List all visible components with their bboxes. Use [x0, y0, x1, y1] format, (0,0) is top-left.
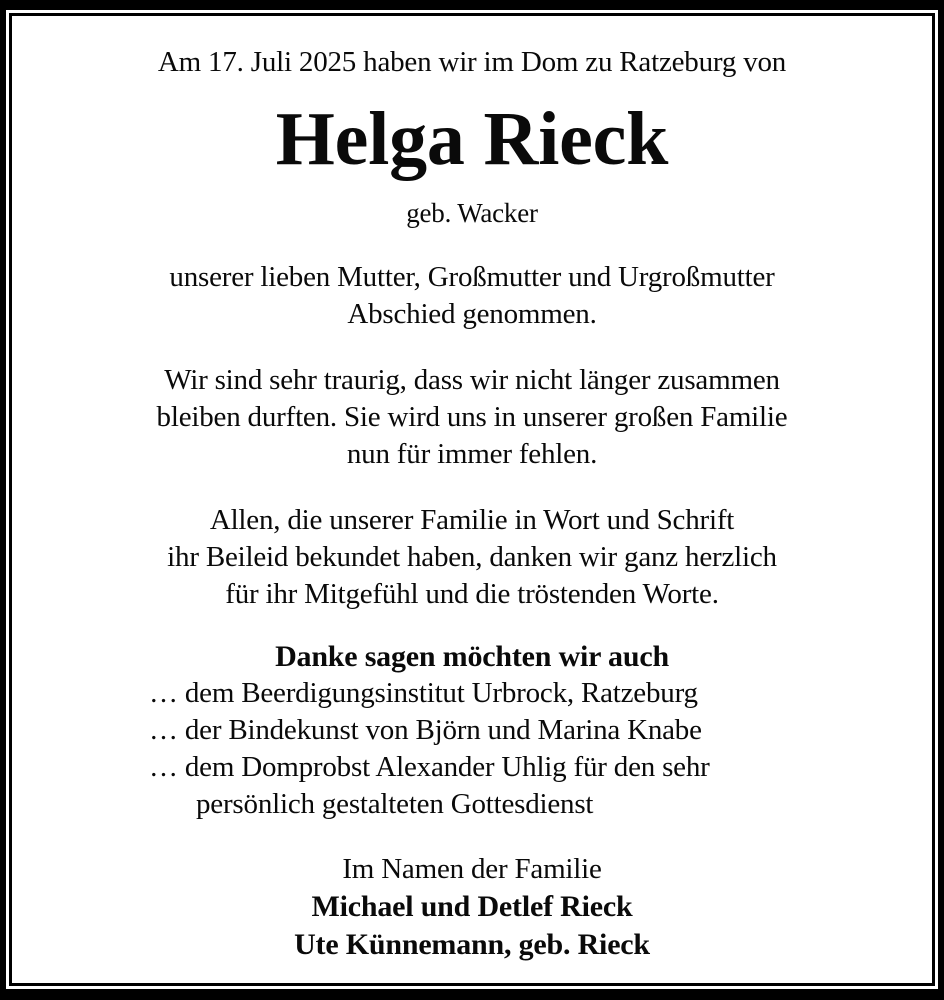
paragraph-farewell: [12, 259, 932, 333]
thanks-heading: Danke sagen möchten wir auch: [275, 640, 669, 673]
paragraph-condolence-thanks: [12, 502, 932, 613]
paragraph-line: nun für immer fehlen.: [346, 438, 598, 470]
thanks-item-florist: … der Bindekunst von Björn und Marina Knabe: [149, 714, 702, 746]
obituary-notice: [12, 16, 932, 983]
obituary-inner-border: [9, 13, 935, 986]
paragraph-line: unserer lieben Mutter, Großmutter und Urgroßmutter: [169, 261, 775, 293]
maiden-name: geb. Wacker: [406, 198, 538, 228]
paragraph-line: Abschied genommen.: [347, 298, 597, 330]
signatory: Ute Künnemann, geb. Rieck: [294, 928, 650, 961]
thanks-item-provost: … dem Domprobst Alexander Uhlig für den sehr: [149, 751, 710, 783]
paragraph-line: Allen, die unserer Familie in Wort und Schrift: [209, 504, 735, 536]
deceased-name: Helga Rieck: [275, 97, 669, 181]
closing-block: [12, 850, 932, 964]
paragraph-line: Wir sind sehr traurig, dass wir nicht länger zusammen: [164, 364, 780, 396]
intro-line: Am 17. Juli 2025 haben wir im Dom zu Ratzeburg von: [157, 46, 787, 78]
thanks-item-provost-continuation: persönlich gestalteten Gottesdienst: [196, 788, 594, 820]
signatory: Michael und Detlef Rieck: [311, 890, 633, 923]
thanks-item-funeral-home: … dem Beerdigungsinstitut Urbrock, Ratzeburg: [149, 677, 698, 709]
paragraph-line: für ihr Mitgefühl und die tröstenden Worte.: [225, 578, 719, 610]
paragraph-grief: [12, 362, 932, 473]
closing-intro: Im Namen der Familie: [342, 853, 602, 885]
paragraph-line: ihr Beileid bekundet haben, danken wir ganz herzlich: [167, 541, 777, 573]
thanks-list: [149, 675, 932, 823]
paragraph-line: bleiben durften. Sie wird uns in unserer großen Familie: [156, 401, 788, 433]
